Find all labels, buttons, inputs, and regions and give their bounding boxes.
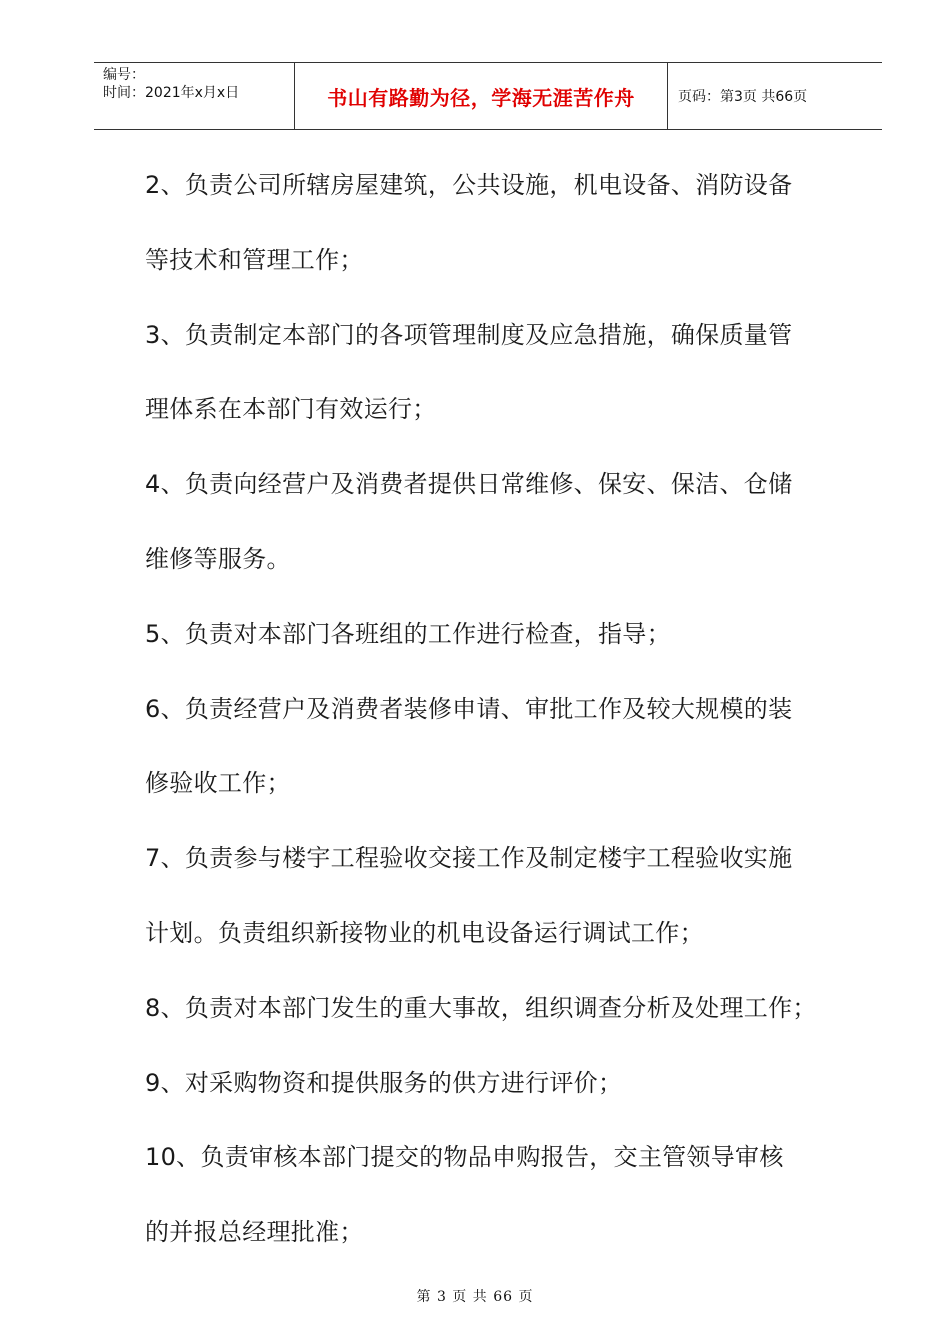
body-line: 6、负责经营户及消费者装修申请、审批工作及较大规模的装 <box>145 694 793 723</box>
body-line: 理体系在本部门有效运行； <box>145 395 437 424</box>
body-line: 2、负责公司所辖房屋建筑，公共设施，机电设备、消防设备 <box>145 171 793 199</box>
body-line: 修验收工作； <box>145 769 291 798</box>
body-line: 等技术和管理工作； <box>145 245 364 274</box>
body-line: 7、负责参与楼宇工程验收交接工作及制定楼宇工程验收实施 <box>145 844 793 873</box>
page-header <box>94 62 882 130</box>
page-footer: 第 3 页 共 66 页 <box>416 1289 534 1305</box>
header-meta <box>94 63 295 129</box>
body-line: 计划。负责组织新接物业的机电设备运行调试工作； <box>145 918 704 947</box>
body-line: 3、负责制定本部门的各项管理制度及应急措施，确保质量管 <box>145 320 793 349</box>
document-number-label: 编号： <box>103 67 145 83</box>
body-line: 维修等服务。 <box>145 544 291 573</box>
header-motto: 书山有路勤为径，学海无涯苦作舟 <box>295 63 668 129</box>
body-line: 4、负责向经营户及消费者提供日常维修、保安、保洁、仓储 <box>145 470 793 499</box>
body-line: 10、负责审核本部门提交的物品申购报告，交主管领导审核 <box>145 1143 784 1172</box>
body-line: 8、负责对本部门发生的重大事故，组织调查分析及处理工作； <box>145 993 817 1022</box>
header-page-info: 页码：第3页 共66页 <box>678 89 808 105</box>
document-body <box>145 148 845 1270</box>
body-line: 的并报总经理批准； <box>145 1218 364 1247</box>
document-time: 时间：2021年x月x日 <box>103 85 240 101</box>
body-line: 9、对采购物资和提供服务的供方进行评价； <box>145 1068 623 1097</box>
body-line: 5、负责对本部门各班组的工作进行检查，指导； <box>145 619 671 648</box>
